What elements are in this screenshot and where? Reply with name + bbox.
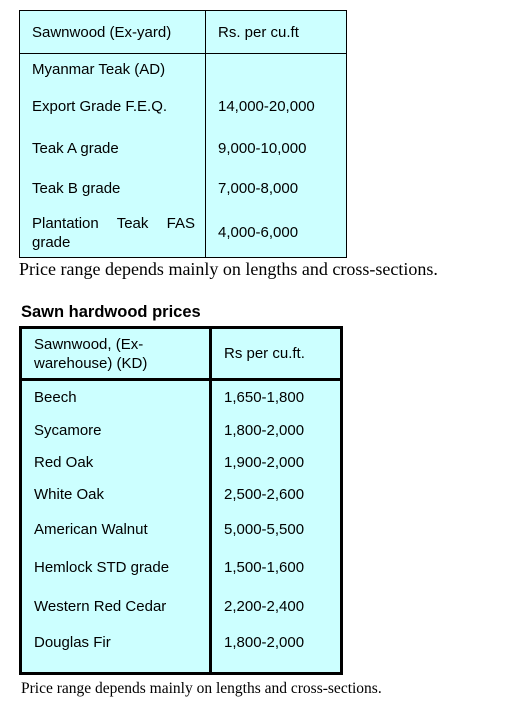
price-range-note: Price range depends mainly on lengths and cross-sections. — [19, 259, 438, 279]
price-cell — [206, 54, 347, 85]
header-price: Rs. per cu.ft — [206, 11, 347, 54]
wood-name-cell: Plantation Teak FAS grade — [20, 209, 206, 258]
price-range-note: Price range depends mainly on lengths and cross-sections. — [21, 680, 382, 697]
wood-name-cell: Sycamore — [21, 415, 211, 447]
price-cell: 1,500-1,600 — [224, 559, 305, 576]
price-cell: 2,500-2,600 — [224, 486, 305, 503]
table-row — [21, 415, 342, 447]
table-row — [21, 447, 342, 479]
table-row — [20, 128, 347, 169]
price-cell: 1,800-2,000 — [224, 633, 305, 651]
price-cell: 9,000-10,000 — [218, 139, 307, 157]
table-row — [21, 380, 342, 415]
price-cell: 1,900-2,000 — [224, 454, 305, 471]
wood-name-cell: Western Red Cedar — [21, 587, 211, 627]
header-sawnwood: Sawnwood (Ex-yard) — [20, 11, 206, 54]
wood-name-cell: American Walnut — [21, 511, 211, 549]
wood-name-cell: Myanmar Teak (AD) — [20, 54, 206, 85]
table-row — [21, 587, 342, 627]
price-cell: 7,000-8,000 — [218, 180, 299, 197]
wood-name-cell: Beech — [21, 380, 211, 415]
wood-name-cell: Hemlock STD grade — [21, 549, 211, 587]
table-header-row — [20, 11, 347, 54]
table-row — [20, 85, 347, 128]
wood-name-cell: Red Oak — [21, 447, 211, 479]
wood-name-cell: Teak B grade — [20, 169, 206, 209]
wood-name-cell: Teak A grade — [20, 128, 206, 169]
wood-name-cell: White Oak — [21, 479, 211, 511]
table-header-row — [21, 328, 342, 380]
hardwood-price-table — [19, 326, 343, 675]
table-row — [20, 54, 347, 85]
wood-name-cell: Export Grade F.E.Q. — [20, 85, 206, 128]
table-row — [21, 627, 342, 674]
section-title: Sawn hardwood prices — [21, 303, 201, 321]
header-sawnwood: Sawnwood, (Ex-warehouse) (KD) — [21, 328, 211, 380]
price-cell: 4,000-6,000 — [218, 224, 299, 242]
wood-name-cell: Douglas Fir — [21, 627, 211, 674]
table-row — [20, 209, 347, 258]
price-cell: 1,650-1,800 — [224, 389, 305, 407]
header-price: Rs per cu.ft. — [211, 328, 342, 380]
price-cell: 1,800-2,000 — [224, 422, 305, 439]
table-row — [21, 479, 342, 511]
table-row — [21, 511, 342, 549]
price-cell: 14,000-20,000 — [218, 97, 315, 115]
teak-price-table — [19, 10, 347, 258]
table-row — [21, 549, 342, 587]
price-cell: 2,200-2,400 — [224, 598, 305, 615]
price-cell: 5,000-5,500 — [224, 521, 305, 538]
table-row — [20, 169, 347, 209]
